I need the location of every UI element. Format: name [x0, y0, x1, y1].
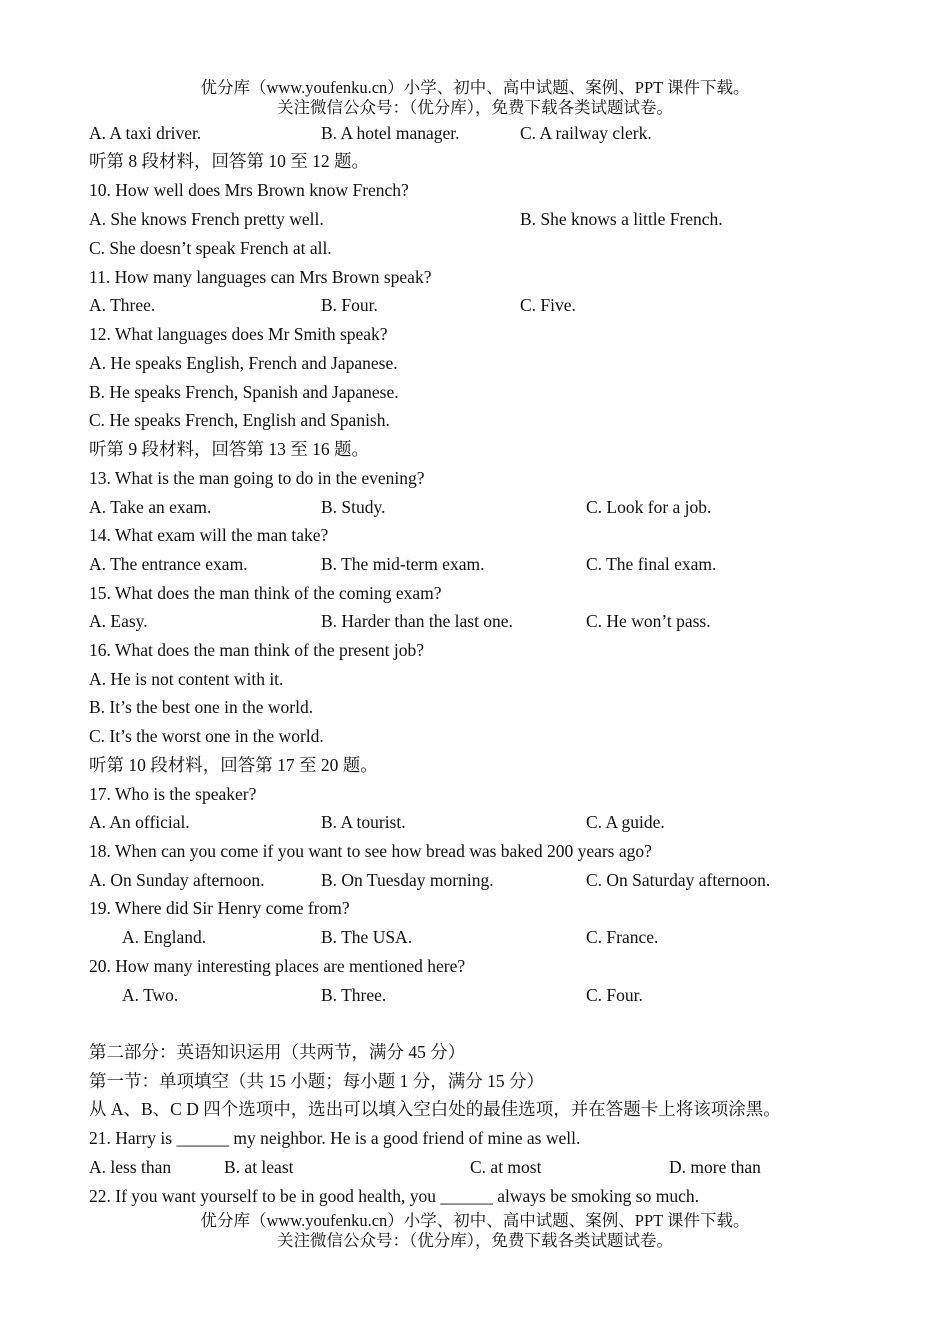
page-footer-line2: 关注微信公众号：（优分库），免费下载各类试题试卷。 — [277, 1231, 673, 1250]
q14-text: 14. What exam will the man take? — [89, 525, 329, 545]
part2-section1-title: 第一节：单项填空（共 15 小题；每小题 1 分，满分 15 分） — [89, 1071, 544, 1091]
q13-option-b: B. Study. — [321, 497, 386, 517]
q19-text: 19. Where did Sir Henry come from? — [89, 898, 350, 918]
q12-text: 12. What languages does Mr Smith speak? — [89, 324, 388, 344]
part2-instruction: 从 A、B、C D 四个选项中，选出可以填入空白处的最佳选项，并在答题卡上将该项涂黑。 — [89, 1099, 781, 1119]
q10-option-b: B. She knows a little French. — [520, 209, 723, 229]
q15-option-a: A. Easy. — [89, 611, 148, 631]
q20-option-b: B. Three. — [321, 985, 387, 1005]
q20-text: 20. How many interesting places are mentioned here? — [89, 956, 466, 976]
q12-option-c: C. He speaks French, English and Spanish. — [89, 410, 390, 430]
q11-option-a: A. Three. — [89, 295, 156, 315]
q15-option-c: C. He won’t pass. — [586, 611, 711, 631]
part2-title: 第二部分：英语知识运用（共两节，满分 45 分） — [89, 1042, 466, 1062]
section-10-heading: 听第 10 段材料，回答第 17 至 20 题。 — [89, 755, 378, 775]
q13-option-a: A. Take an exam. — [89, 497, 212, 517]
q9-option-a: A. A taxi driver. — [89, 123, 202, 143]
q13-option-c: C. Look for a job. — [586, 497, 712, 517]
q16-option-c: C. It’s the worst one in the world. — [89, 726, 324, 746]
q18-text: 18. When can you come if you want to see how bread was baked 200 years ago? — [89, 841, 652, 861]
q19-option-c: C. France. — [586, 927, 659, 947]
q19-option-b: B. The USA. — [321, 927, 413, 947]
q16-option-a: A. He is not content with it. — [89, 669, 284, 689]
q21-option-c: C. at most — [470, 1157, 542, 1177]
q21-option-b: B. at least — [224, 1157, 294, 1177]
q18-option-c: C. On Saturday afternoon. — [586, 870, 771, 890]
q21-text: 21. Harry is ______ my neighbor. He is a good friend of mine as well. — [89, 1128, 581, 1148]
q14-option-a: A. The entrance exam. — [89, 554, 248, 574]
q18-option-b: B. On Tuesday morning. — [321, 870, 494, 890]
page-footer-line1: 优分库（www.youfenku.cn）小学、初中、高中试题、案例、PPT 课件下载。 — [200, 1211, 750, 1230]
q9-option-c: C. A railway clerk. — [520, 123, 652, 143]
q10-option-a: A. She knows French pretty well. — [89, 209, 324, 229]
q11-option-b: B. Four. — [321, 295, 378, 315]
q11-option-c: C. Five. — [520, 295, 576, 315]
q17-text: 17. Who is the speaker? — [89, 784, 257, 804]
q17-option-b: B. A tourist. — [321, 812, 406, 832]
page-header-line1: 优分库（www.youfenku.cn）小学、初中、高中试题、案例、PPT 课件下载。 — [200, 78, 750, 97]
q21-option-d: D. more than — [669, 1157, 761, 1177]
q13-text: 13. What is the man going to do in the evening? — [89, 468, 425, 488]
q20-option-a: A. Two. — [122, 985, 179, 1005]
q19-option-a: A. England. — [122, 927, 207, 947]
q15-option-b: B. Harder than the last one. — [321, 611, 513, 631]
q20-option-c: C. Four. — [586, 985, 643, 1005]
q22-text: 22. If you want yourself to be in good health, you ______ always be smoking so much. — [89, 1186, 699, 1206]
section-9-heading: 听第 9 段材料，回答第 13 至 16 题。 — [89, 439, 369, 459]
q10-text: 10. How well does Mrs Brown know French? — [89, 180, 409, 200]
q17-option-a: A. An official. — [89, 812, 190, 832]
q16-text: 16. What does the man think of the present job? — [89, 640, 425, 660]
q11-text: 11. How many languages can Mrs Brown speak? — [89, 267, 432, 287]
q15-text: 15. What does the man think of the coming exam? — [89, 583, 442, 603]
q16-option-b: B. It’s the best one in the world. — [89, 697, 314, 717]
q12-option-b: B. He speaks French, Spanish and Japanese. — [89, 382, 399, 402]
q18-option-a: A. On Sunday afternoon. — [89, 870, 265, 890]
q9-option-b: B. A hotel manager. — [321, 123, 460, 143]
section-8-heading: 听第 8 段材料，回答第 10 至 12 题。 — [89, 151, 369, 171]
q12-option-a: A. He speaks English, French and Japanese. — [89, 353, 398, 373]
q10-option-c: C. She doesn’t speak French at all. — [89, 238, 332, 258]
q17-option-c: C. A guide. — [586, 812, 665, 832]
q14-option-c: C. The final exam. — [586, 554, 717, 574]
page-header-line2: 关注微信公众号：（优分库），免费下载各类试题试卷。 — [277, 98, 673, 117]
q14-option-b: B. The mid-term exam. — [321, 554, 485, 574]
q21-option-a: A. less than — [89, 1157, 172, 1177]
